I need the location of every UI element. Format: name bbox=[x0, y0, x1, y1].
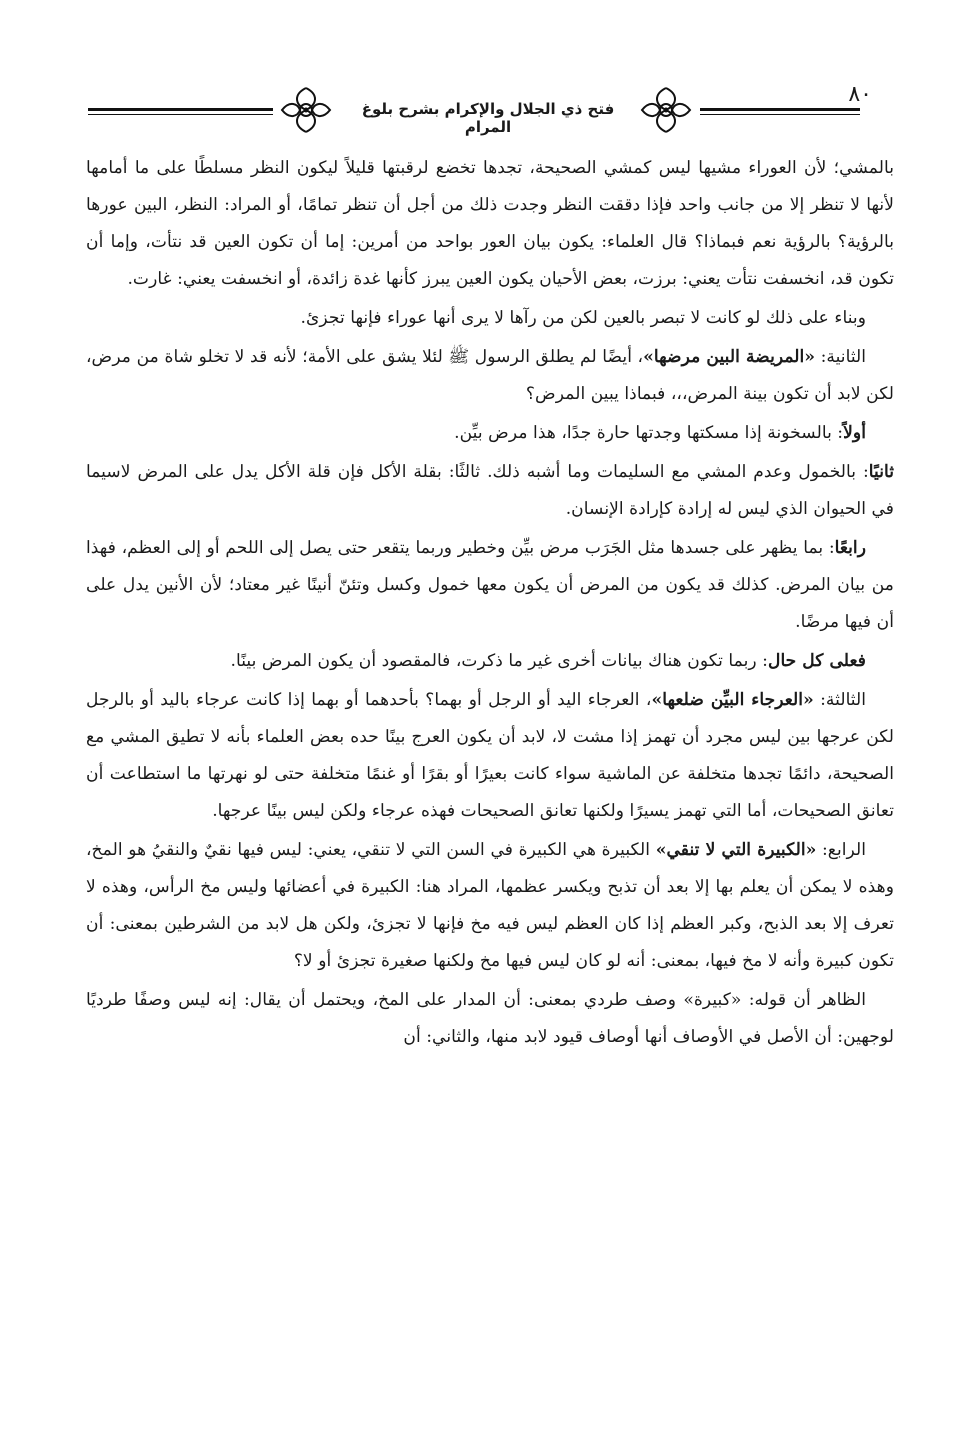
paragraph-text: : بالخمول وعدم المشي مع السليمات وما أشبه ذلك. ثالثًا: بقلة الأكل فإن قلة الأكل يدل على المرض لاسيما في الحيوان الذي ليس له إرادة كإرادة الإنسان. bbox=[86, 462, 894, 519]
paragraph-text: الكبيرة هي الكبيرة في السن التي لا تنقي، يعني: ليس فيها نقيٌ والنقيُ هو المخ، وهذه لا يمكن أن يعلم بها إلا بعد أن تذبح ويكسر عظمها، المراد هنا: الكبيرة في أعضائها وليس مخ الرأس، وهذه لا تعرف إلا بعد الذبح، وكبر العظم إذا كان العظم ليس فيه مخ فإنها لا تجزئ، ولكن هل لابد من الشرطين بمعنى: أن تكون كبيرة وأنه لا مخ فيها، بمعنى: أنه لو كان ليس فيها مخ ولكنها صغيرة تجزئ أو لا؟ bbox=[86, 840, 894, 971]
hadith-quote: «العرجاء البيِّن ضلعها» bbox=[651, 690, 814, 710]
paragraph bbox=[86, 982, 894, 1056]
paragraph-lead: الثالثة: bbox=[813, 690, 867, 710]
header-rule-right bbox=[700, 108, 860, 111]
paragraph-text: ، أيضًا لم يطلق الرسول ﷺ لئلا يشق على الأمة؛ لأنه قد لا تخلو شاة من مرض، لكن لابد أن تكون بينة المرض،،، فبماذا يبين المرض؟ bbox=[86, 347, 894, 404]
paragraph-lead: الثانية: bbox=[815, 347, 867, 367]
page-number: ٨٠ bbox=[848, 82, 872, 107]
paragraph bbox=[86, 832, 894, 980]
hadith-quote: «المريضة البين مرضها» bbox=[643, 347, 816, 367]
paragraph bbox=[86, 530, 894, 641]
header-rule-right-thin bbox=[700, 114, 860, 115]
paragraph-text: : بما يظهر على جسدها مثل الجَرَب مرض بيِّن وخطير وربما يتقعر حتى يصل إلى اللحم أو إلى العظم، فهذا من بيان المرض. كذلك قد يكون من المرض أن يكون معها خمول وكسل وتئنّ أنينًا غير معتاد؛ لأن الأنين يدل على أن فيها مرضًا. bbox=[86, 538, 894, 632]
paragraph bbox=[86, 415, 894, 452]
page-header bbox=[88, 78, 888, 138]
paragraph-text: وبناء على ذلك لو كانت لا تبصر بالعين لكن من رآها لا يرى أنها عوراء فإنها تجزئ. bbox=[300, 308, 866, 328]
paragraph-lead: الرابع: bbox=[816, 840, 866, 860]
paragraph bbox=[86, 454, 894, 528]
paragraph bbox=[86, 150, 894, 298]
paragraph-text: الظاهر أن قوله: «كبيرة» وصف طردي بمعنى: أن المدار على المخ، ويحتمل أن يقال: إنه ليس وصفًا طرديًا لوجهين: أن الأصل في الأوصاف أنها أوصاف قيود لابد منها، والثاني: أن bbox=[86, 990, 894, 1047]
header-rule-left-thin bbox=[88, 114, 273, 115]
hadith-quote: «الكبيرة التي لا تنقي» bbox=[655, 840, 817, 860]
paragraph bbox=[86, 643, 894, 680]
paragraph bbox=[86, 682, 894, 830]
header-rule-left bbox=[88, 108, 273, 111]
running-title: فتح ذي الجلال والإكرام بشرح بلوغ المرام bbox=[361, 100, 615, 136]
paragraph-text: بالمشي؛ لأن العوراء مشيها ليس كمشي الصحيحة، تجدها تخضع لرقبتها قليلاً ليكون النظر مسلطًا على ما أمامها لأنها لا تنظر إلا من جانب واحد فإذا دققت النظر وجدت ذلك من أجل أن تنظر تمامًا، أو المراد: النظر، البين عورها بالرؤية؟ بالرؤية نعم فبماذا؟ قال العلماء: يكون بيان العور بواحد من أمرين: إما أن تكون العين قد نتأت، وإما أن تكون قد، انخسفت نتأت يعني: برزت، بعض الأحيان يكون العين يبرز كأنها غدة زائدة، أو انخسفت يعني: غارت. bbox=[86, 158, 894, 289]
point-label: رابعًا bbox=[834, 538, 866, 558]
page-body bbox=[86, 150, 894, 1058]
point-label: فعلى كل حال bbox=[767, 651, 866, 671]
paragraph bbox=[86, 300, 894, 337]
paragraph-text: : ربما تكون هناك بيانات أخرى غير ما ذكرت، فالمقصود أن يكون المرض بينًا. bbox=[230, 651, 768, 671]
paragraph-text: : بالسخونة إذا مسكتها وجدتها حارة جدًا، هذا مرض بيِّن. bbox=[454, 423, 844, 443]
point-label: أولاً bbox=[843, 423, 866, 443]
point-label: ثانيًا bbox=[868, 462, 894, 482]
ornament-icon bbox=[638, 84, 694, 136]
paragraph bbox=[86, 339, 894, 413]
ornament-icon bbox=[278, 84, 334, 136]
paragraph-text: ، العرجاء اليد أو الرجل أو بهما؟ بأحدهما أو بهما إذا كانت عرجاء باليد أو بالرجل لكن عرجها بين ليس مجرد أن تهمز إذا مشت لا، لابد أن يكون العرج بينًا حده بعض العلماء بأنه لا تطيق المشي مع الصحيحة، دائمًا تجدها متخلفة عن الماشية سواء كانت بعيرًا أو بقرًا أو غنمًا متخلفة حتى لو نهرتها ما استطاعت أن تعانق الصحيحات، أما التي تهمز يسيرًا ولكنها تعانق الصحيحات فهذه عرجاء ولكن ليس بينًا عرجها. bbox=[86, 690, 894, 821]
